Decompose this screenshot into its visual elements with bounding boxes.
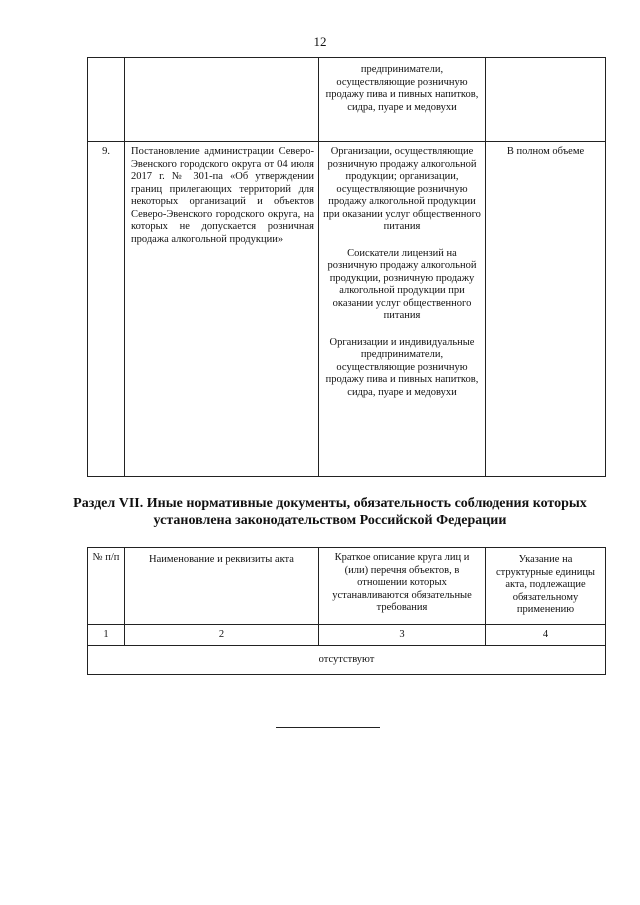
column-index: 1 [88, 625, 125, 646]
act-name-cell [125, 142, 319, 477]
row-number-cell [88, 58, 125, 142]
column-index-row [88, 625, 606, 646]
closing-rule [276, 727, 380, 728]
act-name: Постановление администрации Северо-Эвенского городского округа от 04 июля 2017 г. № 301-па «Об утверждении границ прилегающих территорий для некоторых организаций и объектов Северо-Эвенского городского округа, на которых не допускается розничная продажа алкогольной продукции» [131, 146, 314, 245]
scope-cell [486, 58, 606, 142]
column-header: Наименование и реквизиты акта [125, 548, 319, 625]
act-name-cell [125, 58, 319, 142]
section-heading: Раздел VII. Иные нормативные документы, обязательность соблюдения которых установлена законодательством Российской Федерации [73, 496, 587, 528]
scope-text: В полном объеме [506, 146, 585, 157]
subject-cell [319, 58, 486, 142]
requirements-table-continued [87, 57, 606, 477]
subject-cell [319, 142, 486, 477]
column-header: Указание на структурные единицы акта, подлежащие обязательному применению [486, 548, 606, 625]
column-header: № п/п [88, 548, 125, 625]
column-index: 4 [486, 625, 606, 646]
column-header: Краткое описание круга лиц и (или) перечня объектов, в отношении которых устанавливаются обязательные требования [319, 548, 486, 625]
table-row [88, 142, 606, 477]
empty-note: отсутствуют [88, 646, 606, 675]
table-row [88, 646, 606, 675]
subject-text: Организации, осуществляющие розничную продажу алкогольной продукции; организации, осуществляющие розничную продажу алкогольной продукции при оказании услуг общественного питания [323, 146, 481, 232]
scope-cell [486, 142, 606, 477]
subject-text: предприниматели, осуществляющие розничную продажу пива и пивных напитков, сидра, пуаре и медовухи [325, 64, 479, 113]
subject-text: Соискатели лицензий на розничную продажу алкогольной продукции, розничную продажу алкогольной продукции при оказании услуг общественного питания [327, 247, 477, 321]
other-documents-table [87, 547, 606, 675]
table-header-row [88, 548, 606, 625]
page-number: 12 [313, 34, 327, 49]
row-number-cell [88, 142, 125, 477]
row-number: 9. [102, 146, 110, 157]
subject-text: Организации и индивидуальные предприниматели, осуществляющие розничную продажу пива и пивных напитков, сидра, пуаре и медовухи [325, 336, 479, 398]
column-index: 2 [125, 625, 319, 646]
table-row [88, 58, 606, 142]
column-index: 3 [319, 625, 486, 646]
